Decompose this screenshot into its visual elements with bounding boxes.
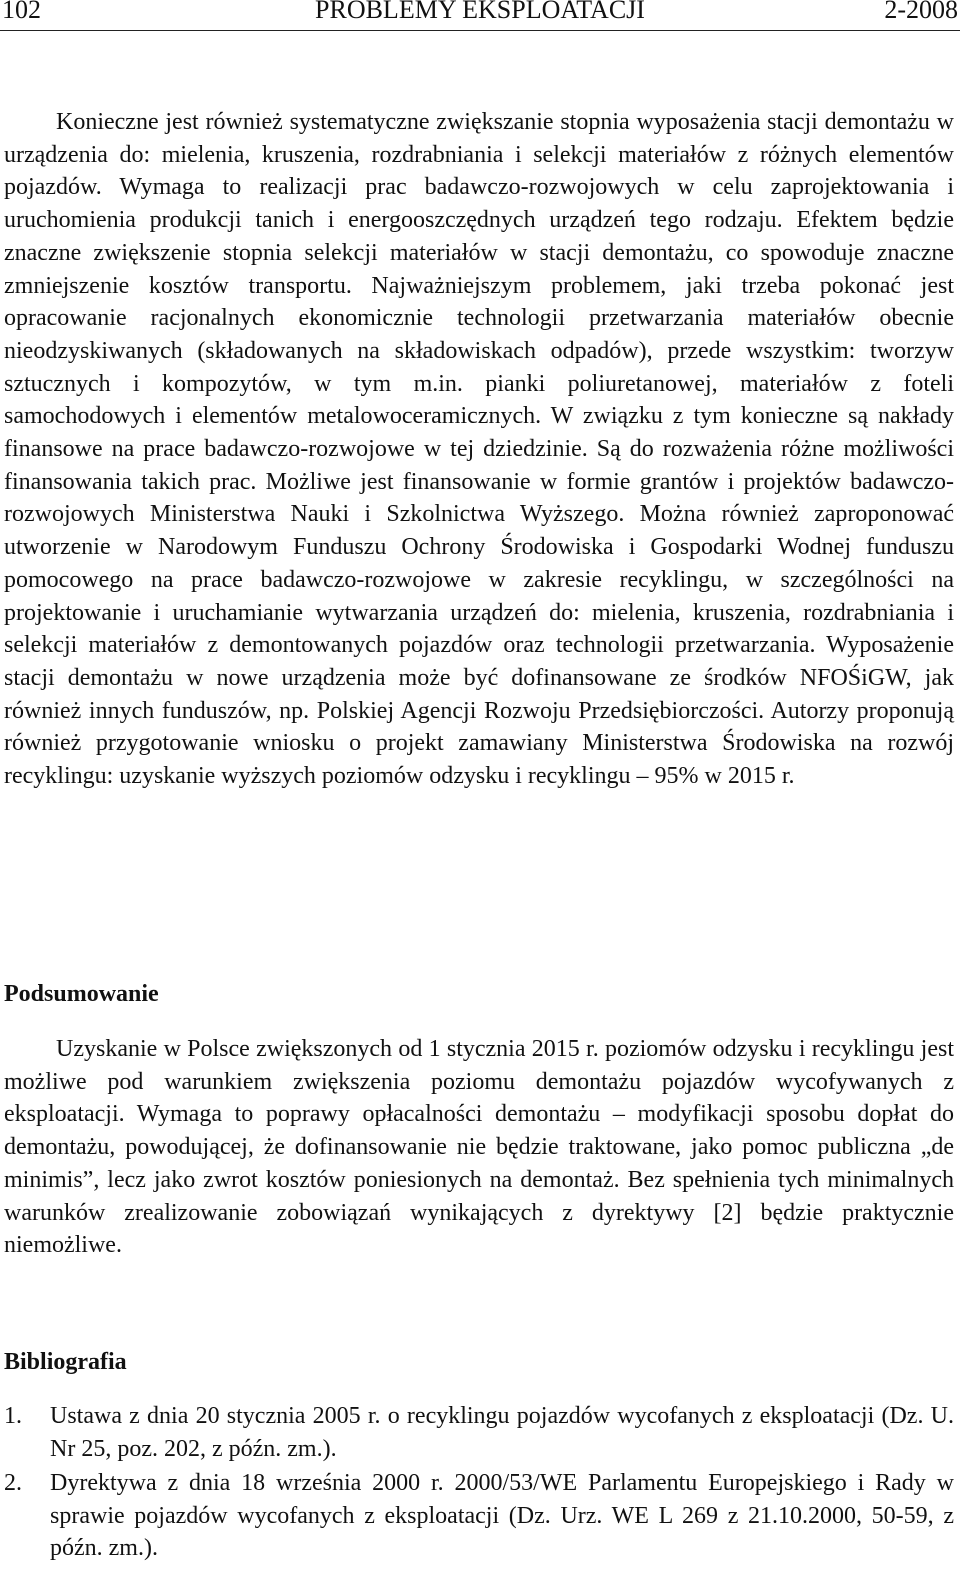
bibliography-list xyxy=(4,1400,954,1567)
bibliography-item xyxy=(4,1400,954,1465)
bibliography-text: Dyrektywa z dnia 18 września 2000 r. 2000/53/WE Parlamentu Europejskiego i Rady w sprawie pojazdów wycofanych z eksploatacji (Dz. Urz. WE L 269 z 21.10.2000, 50-59, z późn. zm.). xyxy=(50,1470,954,1561)
bibliography-text: Ustawa z dnia 20 stycznia 2005 r. o recyklingu pojazdów wycofanych z eksploatacji (Dz. U. Nr 25, poz. 202, z późn. zm.). xyxy=(50,1403,954,1462)
section-heading-bibliography: Bibliografia xyxy=(4,1349,127,1375)
bibliography-item xyxy=(4,1467,954,1565)
summary-paragraph: Uzyskanie w Polsce zwiększonych od 1 stycznia 2015 r. poziomów odzysku i recyklingu jest możliwe pod warunkiem zwiększenia poziomu demontażu pojazdów wycofywanych z eksploatacji. Wymaga to poprawy opłacalności demontażu – modyfikacji sposobu dopłat do demontażu, powodującej, że dofinansowanie nie będzie traktowane, jako pomoc publiczna „de minimis”, lecz jako zwrot kosztów poniesionych na demontaż. Bez spełnienia tych minimalnych warunków zrealizowanie zobowiązań wynikających z dyrektywy [2] będzie praktycznie niemożliwe. xyxy=(4,1036,954,1259)
journal-title: PROBLEMY EKSPLOATACJI xyxy=(315,0,645,24)
bibliography-number: 2. xyxy=(4,1470,22,1496)
page-number: 102 xyxy=(2,0,41,24)
bibliography-number: 1. xyxy=(4,1403,22,1429)
section-heading-summary: Podsumowanie xyxy=(4,981,159,1007)
issue-number: 2-2008 xyxy=(884,0,958,24)
running-header xyxy=(0,0,960,31)
body-paragraph: Konieczne jest również systematyczne zwiększanie stopnia wyposażenia stacji demontażu w urządzenia do: mielenia, kruszenia, rozdrabniania i selekcji materiałów z różnych elementów pojazdów. Wymaga to realizacji prac badawczo-rozwojowych w celu zaprojektowania i uruchomienia produkcji tanich i energooszczędnych urządzeń tego rodzaju. Efektem będzie znaczne zwiększenie stopnia selekcji materiałów w stacji demontażu, co spowoduje znaczne zmniejszenie kosztów transportu. Najważniejszym problemem, jaki trzeba pokonać jest opracowanie racjonalnych ekonomicznie technologii przetwarzania materiałów obecnie nieodzyskiwanych (składowanych na składowiskach odpadów), przede wszystkim: tworzyw sztucznych i kompozytów, w tym m.in. pianki poliuretanowej, materiałów z foteli samochodowych i elementów metalowoceramicznych. W związku z tym konieczne są nakłady finansowe na prace badawczo-rozwojowe w tej dziedzinie. Są do rozważenia różne możliwości finansowania takich prac. Możliwe jest finansowanie w formie grantów i projektów badawczo-rozwojowych Ministerstwa Nauki i Szkolnictwa Wyższego. Można również zaproponować utworzenie w Narodowym Funduszu Ochrony Środowiska i Gospodarki Wodnej funduszu pomocowego na prace badawczo-rozwojowe w zakresie recyklingu, w szczególności na projektowanie i uruchamianie wytwarzania urządzeń do: mielenia, kruszenia, rozdrabniania i selekcji materiałów z demontowanych pojazdów oraz technologii przetwarzania. Wyposażenie stacji demontażu w nowe urządzenia może być dofinansowane ze środków NFOŚiGW, jak również innych funduszów, np. Polskiej Agencji Rozwoju Przedsiębiorczości. Autorzy proponują również przygotowanie wniosku o projekt zamawiany Ministerstwa Środowiska na rozwój recyklingu: uzyskanie wyższych poziomów odzysku i recyklingu – 95% w 2015 r. xyxy=(4,109,954,790)
